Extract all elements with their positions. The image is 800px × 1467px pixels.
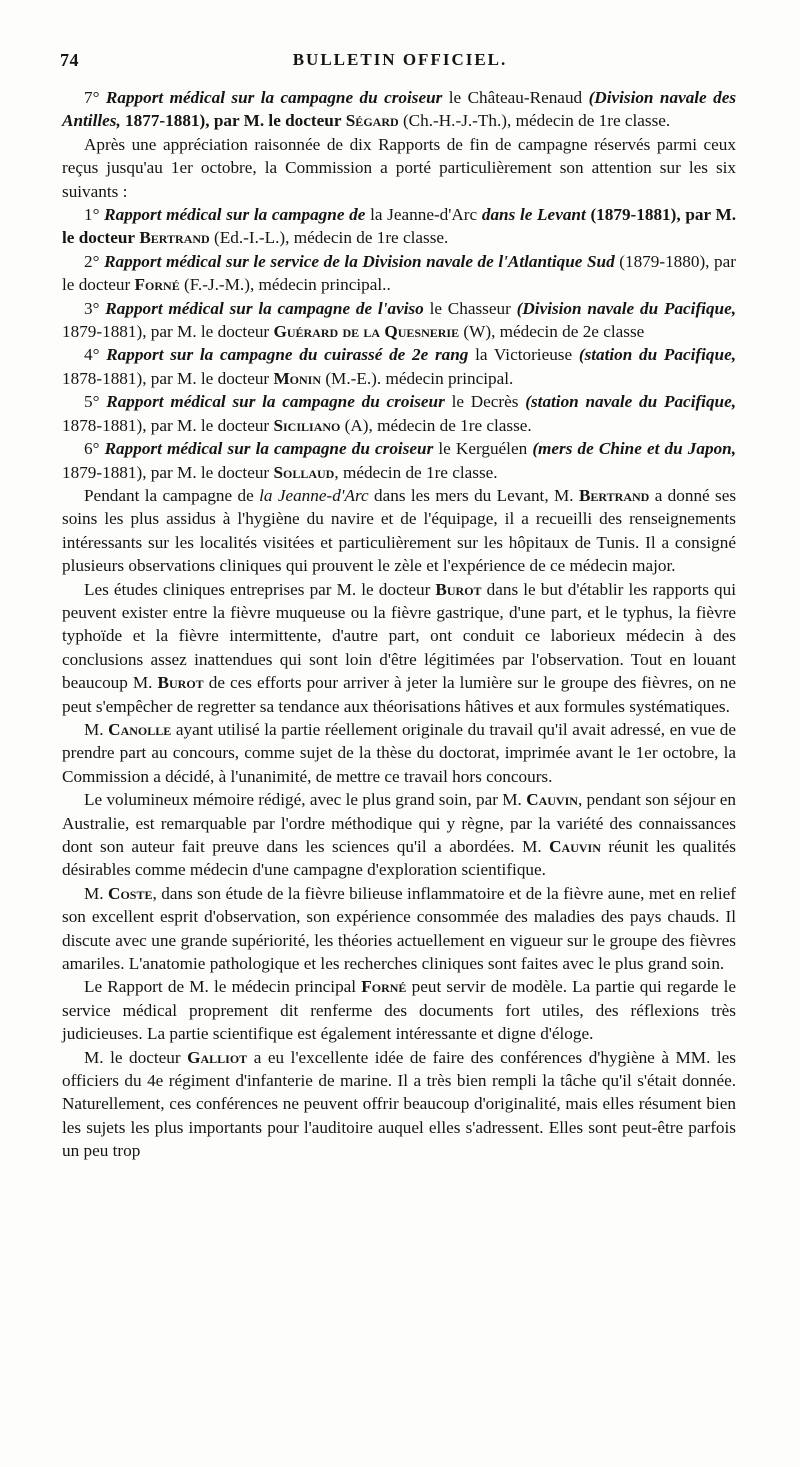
text-run: réunit les qualités désirables comme médecin d'une campagne d'exploration scientifique. (62, 837, 736, 880)
text-run: Les études cliniques entreprises par M. le docteur (84, 579, 431, 599)
report-title: Rapport médical sur la campagne du croiseur (104, 439, 434, 459)
report-station: (Division navale des Antilles, (62, 88, 737, 131)
text-run: Le volumineux mémoire rédigé, avec le plus grand soin, par M. (84, 790, 522, 810)
text-run: Pendant la campagne de (84, 485, 254, 505)
page-number: 74 (60, 50, 79, 70)
author-rank: (Ed.-I.-L.), médecin de 1re classe. (214, 228, 449, 248)
report-item-7 (62, 86, 736, 133)
item-number: 3° (84, 298, 100, 318)
author-name: Burot (157, 673, 204, 693)
text-run: ayant utilisé la partie réellement originale du travail qu'il avait adressé, en vue de prendre part au concours, comme sujet de la thèse du doctorat, imprimée avant le 1er octobre, la Commission a décidé, à l'unanimité, de mettre ce travail hors concours. (62, 719, 737, 786)
author-name: Sollaud (273, 462, 335, 482)
intro-paragraph: Après une appréciation raisonnée de dix Rapports de fin de campagne réservés parmi ceux reçus jusqu'au 1er octobre, la Commission a porté particulièrement son attention sur les six suivants : (62, 134, 736, 201)
report-years: 1877-1881), par M. le docteur (125, 111, 342, 131)
author-rank: (M.-E.). médecin principal. (325, 368, 514, 388)
paragraph-burot (62, 578, 736, 718)
author-rank: (F.-J.-M.), médecin principal.. (184, 275, 391, 295)
report-title: Rapport médical sur la campagne de (104, 205, 366, 225)
report-item-3 (62, 297, 736, 344)
author-rank: (A), médecin de 1re classe. (344, 415, 532, 435)
text-run: M. (84, 719, 104, 739)
report-item-4 (62, 343, 736, 390)
report-years: 1878-1881), par M. le docteur (62, 368, 270, 388)
ship-name: la Jeanne-d'Arc (259, 485, 369, 505)
text-run: a eu l'excellente idée de faire des conférences d'hygiène à MM. les officiers du 4e régiment d'infanterie de marine. Il a très bien rempli la tâche qu'il s'était donnée. Naturellement, ces conférences ne peuvent offrir beaucoup d'originalité, mais elles résument bien les sujets les plus importants pour l'auditoire auquel elles s'adressent. Elles sont peut-être parfois un peu trop (62, 1047, 736, 1161)
report-years: 1879-1881), par M. le docteur (62, 322, 270, 342)
author-name: Galliot (187, 1047, 248, 1067)
report-item-2 (62, 250, 736, 297)
text-body (62, 86, 736, 1163)
report-station: (mers de Chine et du Japon, (532, 439, 737, 459)
item-number: 1° (84, 205, 100, 225)
report-title: Rapport médical sur le service de la Division navale de l'Atlantique Sud (104, 251, 615, 271)
ship-name: la Victorieuse (475, 345, 573, 365)
item-number: 2° (84, 251, 100, 271)
paragraph-bertrand (62, 484, 736, 578)
item-number: 6° (84, 439, 100, 459)
ship-name: le Kerguélen (438, 439, 528, 459)
ship-name: le Château-Renaud (448, 88, 583, 107)
text-run: , dans son étude de la fièvre bilieuse inflammatoire et de la fièvre aune, met en relief son excellent esprit d'observation, son expérience consommée des maladies des pays chauds. Il discute avec une grande supériorité, les théories actuellement en vigueur sur le groupe des fièvres amariles. L'anatomie pathologique et les recherches cliniques sont faites avec le plus grand soin. (62, 883, 737, 974)
ship-name: la Jeanne-d'Arc (370, 205, 478, 225)
report-years: 1879-1881), par M. le docteur (62, 462, 270, 482)
report-years: (1879-1881), par M. le docteur (62, 205, 737, 248)
report-item-5 (62, 390, 736, 437)
report-station: dans le Levant (481, 205, 586, 225)
author-rank: (Ch.-H.-J.-Th.), médecin de 1re classe. (402, 111, 671, 131)
item-number: 4° (84, 345, 100, 365)
author-name: Burot (435, 579, 482, 599)
report-station: (station du Pacifique, (578, 345, 736, 365)
report-title: Rapport médical sur la campagne du croiseur (106, 392, 445, 412)
text-run: M. (84, 883, 104, 903)
item-number: 5° (84, 392, 100, 412)
report-station: (Division navale du Pacifique, (516, 298, 737, 318)
author-name: Siciliano (273, 415, 341, 435)
text-run: dans les mers du Levant, M. (374, 485, 574, 505)
report-years: 1878-1881), par M. le docteur (62, 415, 270, 435)
author-name: Guérard de la Quesnerie (273, 322, 460, 342)
report-title: Rapport médical sur la campagne du croiseur (105, 88, 443, 107)
paragraph-cauvin (62, 788, 736, 882)
author-name: Canolle (108, 719, 172, 739)
page-header (60, 50, 740, 80)
paragraph-galliot (62, 1046, 736, 1163)
text-run: de ces efforts pour arriver à jeter la lumière sur le groupe des fièvres, on ne peut s'empêcher de regretter sa tendance aux théorisations hâtives et aux formules systématiques. (62, 673, 737, 716)
paragraph-coste (62, 882, 736, 976)
item-number: 7° (84, 88, 100, 107)
author-name: Cauvin (526, 790, 578, 810)
report-item-1 (62, 203, 736, 250)
author-name: Ségard (345, 111, 399, 131)
author-name: Monin (273, 368, 322, 388)
author-rank: , médecin de 1re classe. (334, 462, 498, 482)
text-run: a donné ses soins les plus assidus à l'hygiène du navire et de l'équipage, il a recueilli des renseignements intéressants sur les localités visitées et particulièrement sur les hôpitaux de Tunis. Il a consigné plusieurs observations cliniques qui prouvent le zèle et l'expérience de ce médecin major. (62, 485, 737, 576)
text-run: , pendant son séjour en Australie, est remarquable par l'ordre méthodique qui y règne, par la variété des connaissances dont son auteur fait preuve dans les sciences qu'il a abordées. M. (62, 790, 737, 856)
author-name: Forné (134, 275, 180, 295)
text-run: M. le docteur (84, 1047, 181, 1067)
report-title: Rapport sur la campagne du cuirassé de 2e rang (106, 345, 469, 365)
author-name: Bertrand (139, 228, 210, 248)
author-name: Cauvin (549, 837, 601, 856)
author-name: Bertrand (578, 485, 650, 505)
text-run: Le Rapport de M. le médecin principal (84, 977, 357, 997)
text-run: peut servir de modèle. La partie qui regarde le service médical proprement dit renferme des documents fort utiles, des réflexions très judicieuses. La partie scientifique est également intéressante et digne d'éloge. (62, 977, 737, 1044)
running-title: BULLETIN OFFICIEL. (292, 50, 508, 69)
text-run: dans le but d'établir les rapports qui peuvent exister entre la fièvre muqueuse ou la fièvre gastrique, d'une part, et le typhus, la fièvre typhoïde et la fièvre intermittente, d'autre part, ont conduit ce laborieux médecin à des conclusions assez inattendues qui sont loin d'être légitimées par l'observation. Tout en louant beaucoup M. (62, 579, 737, 693)
paragraph-canolle (62, 718, 736, 788)
report-item-6 (62, 437, 736, 484)
paragraph-forne (62, 975, 736, 1045)
ship-name: le Chasseur (429, 298, 511, 318)
author-name: Coste (108, 883, 153, 903)
report-title: Rapport médical sur la campagne de l'aviso (105, 298, 424, 318)
author-rank: (W), médecin de 2e classe (463, 322, 645, 342)
author-name: Forné (361, 977, 407, 997)
ship-name: le Decrès (451, 392, 519, 412)
report-station: (station navale du Pacifique, (525, 392, 737, 412)
report-years: (1879-1880), par le docteur (62, 251, 737, 295)
